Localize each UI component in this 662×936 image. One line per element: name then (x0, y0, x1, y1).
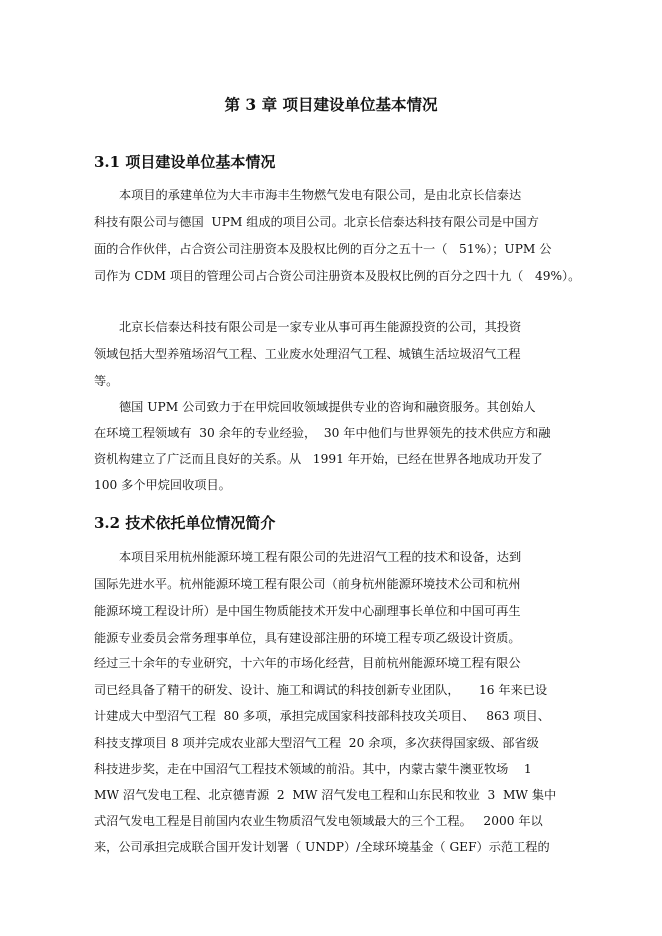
paragraph-line: 资机构建立了广泛而且良好的关系。从 1991 年开始，已经在世界各地成功开发了 (94, 452, 543, 466)
section-title-3-2: 3.2 技术依托单位情况简介 (94, 514, 276, 532)
paragraph-line: 等。 (94, 374, 119, 388)
paragraph-line: 司已经具备了精干的研发、设计、施工和调试的科技创新专业团队， 16 年来已设 (94, 683, 548, 697)
paragraph-line: 科技支撑项目 8 项并完成农业部大型沼气工程 20 余项，多次获得国家级、部省级 (94, 736, 539, 750)
paragraph-line: 式沼气发电工程是目前国内农业生物质沼气发电领域最大的三个工程。 2000 年以 (94, 814, 543, 828)
paragraph-line: 经过三十余年的专业研究，十六年的市场化经营，目前杭州能源环境工程有限公 (94, 656, 521, 670)
paragraph-line: 领域包括大型养殖场沼气工程、工业废水处理沼气工程、城镇生活垃圾沼气工程 (94, 347, 521, 361)
paragraph-line: 面的合作伙伴，占合资公司注册资本及股权比例的百分之五十一（ 51%）；UPM 公 (94, 242, 552, 256)
paragraph-line: 在环境工程领域有 30 余年的专业经验， 30 年中他们与世界领先的技术供应方和融 (94, 426, 551, 440)
paragraph-line: 能源环境工程设计所）是中国生物质能技术开发中心副理事长单位和中国可再生 (94, 604, 521, 618)
paragraph-line: 本项目的承建单位为大丰市海丰生物燃气发电有限公司，是由北京长信泰达 (119, 188, 522, 202)
section-title-3-1: 3.1 项目建设单位基本情况 (94, 153, 276, 171)
paragraph-line: 北京长信泰达科技有限公司是一家专业从事可再生能源投资的公司，其投资 (119, 320, 522, 334)
paragraph-line: 本项目采用杭州能源环境工程有限公司的先进沼气工程的技术和设备，达到 (119, 550, 522, 564)
paragraph-line: 科技有限公司与德国 UPM 组成的项目公司。北京长信泰达科技有限公司是中国方 (94, 215, 539, 229)
paragraph-line: 100 多个甲烷回收项目。 (94, 478, 231, 492)
paragraph-line: 能源专业委员会常务理事单位，具有建设部注册的环境工程专项乙级设计资质。 (94, 631, 521, 645)
paragraph-line: 国际先进水平。杭州能源环境工程有限公司（前身杭州能源环境技术公司和杭州 (94, 577, 521, 591)
paragraph-line: 来，公司承担完成联合国开发计划署（ UNDP）/全球环境基金（ GEF）示范工程的 (94, 840, 550, 854)
paragraph-line: 司作为 CDM 项目的管理公司占合资公司注册资本及股权比例的百分之四十九（ 49%）。 (94, 269, 581, 283)
paragraph-line: 德国 UPM 公司致力于在甲烷回收领域提供专业的咨询和融资服务。其创始人 (119, 400, 536, 414)
paragraph-line: MW 沼气发电工程、北京德青源 2 MW 沼气发电工程和山东民和牧业 3 MW 集中 (94, 788, 557, 802)
chapter-title: 第 3 章 项目建设单位基本情况 (224, 95, 438, 114)
paragraph-line: 科技进步奖，走在中国沼气工程技术领域的前沿。其中，内蒙古蒙牛澳亚牧场 1 (94, 762, 532, 776)
paragraph-line: 计建成大中型沼气工程 80 多项，承担完成国家科技部科技攻关项目、 863 项目、 (94, 709, 550, 723)
